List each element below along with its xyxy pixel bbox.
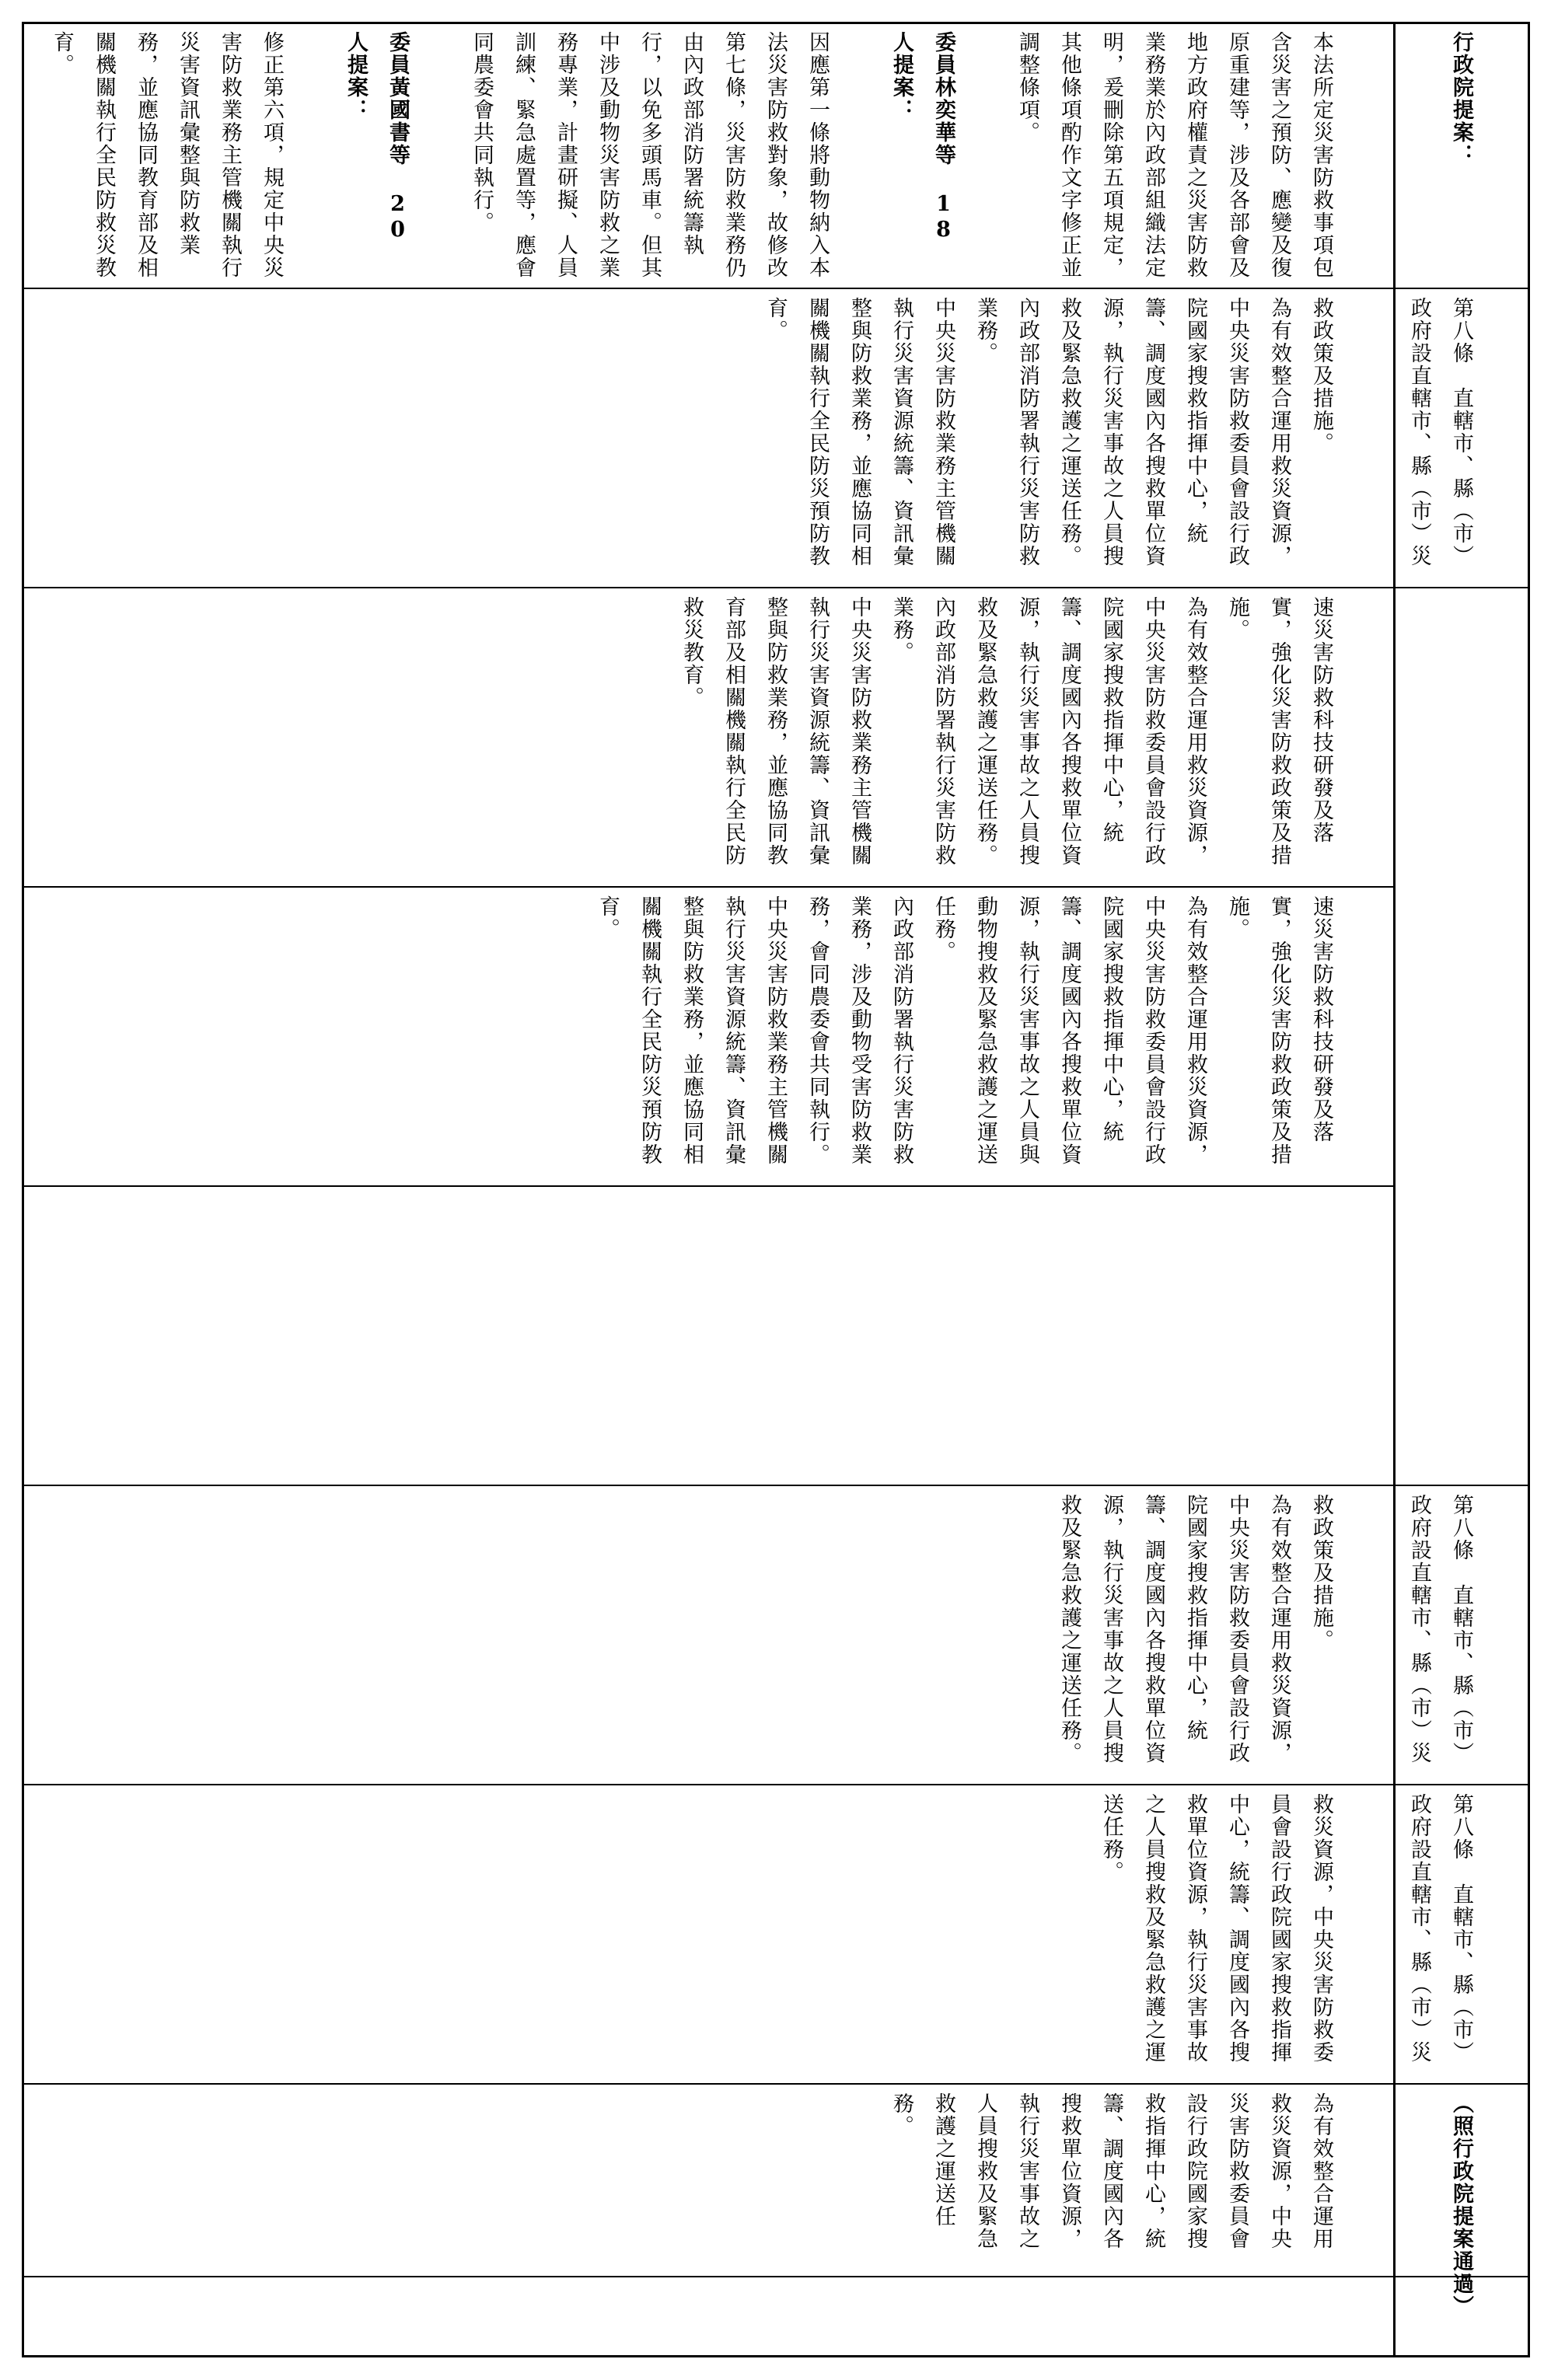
row2-article-text: 第八條 直轄市、縣（市）政府設直轄市、縣（市）災 [1407, 1494, 1473, 1764]
proposal-huang-text: 修正第六項，規定中央災害防救業務主管機關執行災害資訊彙整與防救業務，並應協同教育部及相關機關執行全民防救災教育。 [50, 31, 284, 279]
explanation-cell [31, 31, 1384, 284]
proposal-huang-title: 委員黃國書等 20 人提案： [344, 31, 410, 243]
article-text: 為有效整合運用救災資源，中央災害防救委員會設行政院國家搜救指揮中心，統籌、調度國內各搜救單位資源，執行災害事故之人員搜救及緊急救護之運送任務。 [889, 2092, 1333, 2250]
article-text-cell [31, 596, 1384, 880]
column-divider [22, 587, 1530, 588]
row2-final-title: （照行政院提案通過） [1449, 2092, 1473, 2318]
column-divider [22, 1485, 1530, 1486]
column-divider [22, 288, 1530, 289]
column-divider [22, 886, 1394, 888]
row2-explanation-cell [1399, 31, 1524, 284]
row2-final-cell [1399, 2092, 1524, 2349]
column-divider [1393, 22, 1396, 2357]
proposal-lin-title: 委員林奕華等 18 人提案： [889, 31, 955, 243]
article-text: 救政策及措施。 為有效整合運用救災資源，中央災害防救委員會設行政院國家搜救指揮中心，統籌、調度國內各搜救單位資源，執行災害事故之人員搜救及緊急救護之運送任務。 內政部消防署執行災害防救業務。 中央災害防救業務主管機關執行災害資源統籌、資訊彙整與防救業務，並應協同相關機關執行全民防災預防教育。 [763, 297, 1333, 567]
row2-article-cell [1399, 297, 1524, 581]
row2-proposal-title: 行政院提案： [1449, 31, 1473, 166]
article-text: 速災害防救科技研發及落實，強化災害防救政策及措施。 為有效整合運用救災資源，中央災害防救委員會設行政院國家搜救指揮中心，統籌、調度國內各搜救單位資源，執行災害事故之人員與動物搜救及緊急救護之運送任務。 內政部消防署執行災害防救業務，涉及動物受害防救業務，會同農委會共同執行。 中央災害防救業務主管機關執行災害資源統籌、資訊彙整與防救業務，並應協同相關機關執行全民防災預防教育。 [596, 895, 1333, 1166]
article-text-cell [31, 1494, 1384, 1778]
row2-article-cell [1399, 1494, 1524, 1778]
article-text-cell-empty [31, 1195, 1384, 1478]
article-text: 速災害防救科技研發及落實，強化災害防救政策及措施。 為有效整合運用救災資源，中央災害防救委員會設行政院國家搜救指揮中心，統籌、調度國內各搜救單位資源，執行災害事故之人員搜救及緊急救護之運送任務。 內政部消防署執行災害防救業務。 中央災害防救業務主管機關執行災害資源統籌、資訊彙整與防救業務，並應協同教育部及相關機關執行全民防救災教育。 [679, 596, 1333, 867]
article-text-cell [31, 297, 1384, 581]
article-text: 救政策及措施。 為有效整合運用救災資源，中央災害防救委員會設行政院國家搜救指揮中心，統籌、調度國內各搜救單位資源，執行災害事故之人員搜救及緊急救護之運送任務。 [1057, 1494, 1333, 1764]
row2-article-text: 第八條 直轄市、縣（市）政府設直轄市、縣（市）災 [1407, 1793, 1473, 2064]
column-divider [22, 2083, 1530, 2085]
article-text: 救災資源，中央災害防救委員會設行政院國家搜救指揮中心，統籌、調度國內各搜救單位資源，執行災害事故之人員搜救及緊急救護之運送任務。 [1099, 1793, 1333, 2064]
article-text-cell [31, 2092, 1384, 2271]
row2-article-text: 第八條 直轄市、縣（市）政府設直轄市、縣（市）災 [1407, 297, 1473, 567]
article-text-cell [31, 1793, 1384, 2077]
row2-article-cell [1399, 1793, 1524, 2077]
column-divider [22, 1784, 1530, 1785]
proposal-lin-text: 因應第一條將動物納入本法災害防救對象，故修改第七條，災害防救業務仍由內政部消防署統籌執行，以免多頭馬車。但其中涉及動物災害防救之業務專業，計畫研擬、人員訓練、緊急處置等，應會同農委會共同執行。 [470, 31, 830, 279]
explanation-current: 本法所定災害防救事項包含災害之預防、應變及復原重建等，涉及各部會及地方政府權責之災害防救業務業於內政部組織法定明，爰刪除第五項規定，其他條項酌作文字修正並調整條項。 [1015, 31, 1333, 279]
column-divider [22, 1185, 1394, 1187]
article-text-cell [31, 895, 1384, 1179]
row-divider [22, 2276, 1530, 2277]
